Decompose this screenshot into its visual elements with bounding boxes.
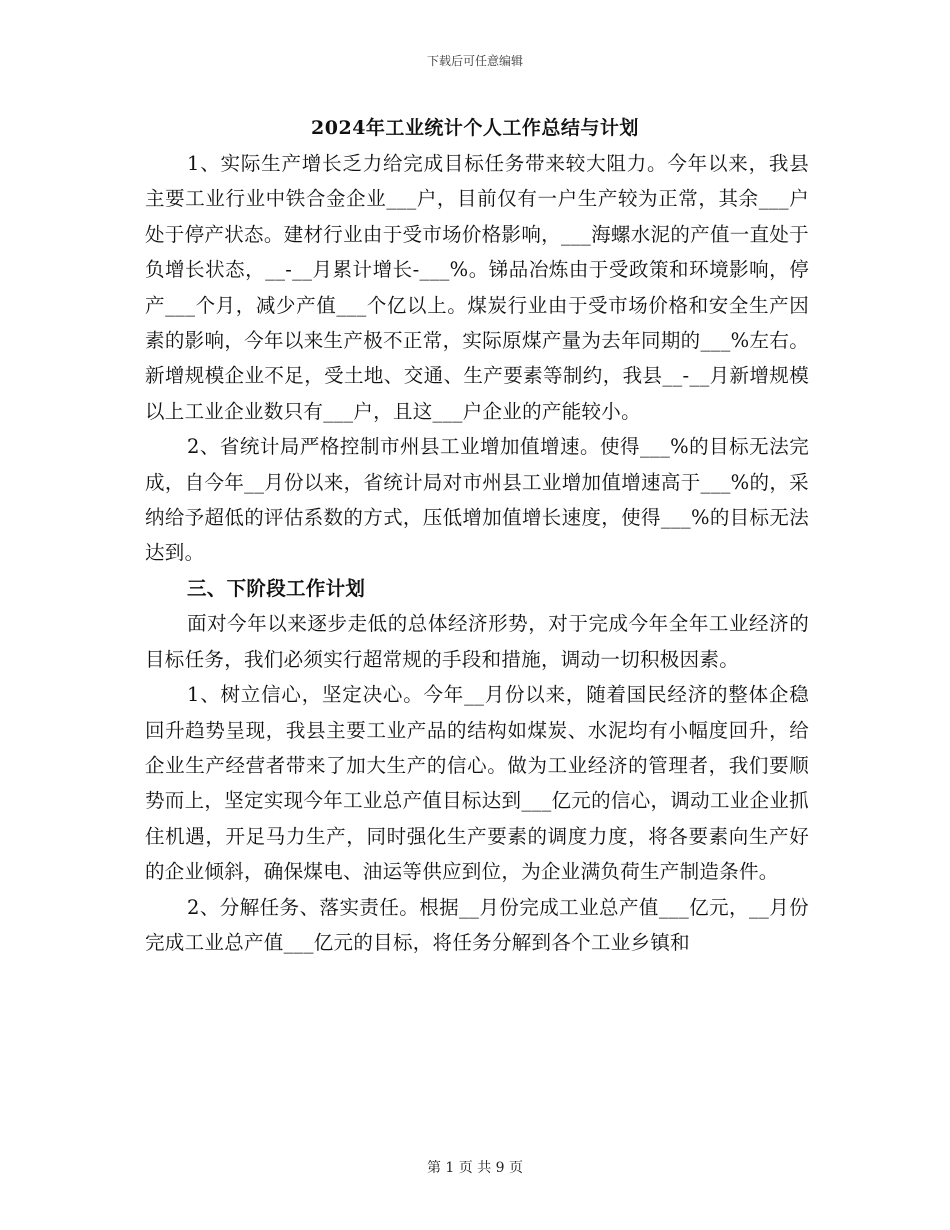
- paragraph-5: 2、分解任务、落实责任。根据__月份完成工业总产值___亿元，__月份完成工业总产值___亿元的目标，将任务分解到各个工业乡镇和: [145, 895, 809, 954]
- paragraph-3: 面对今年以来逐步走低的总体经济形势，对于完成今年全年工业经济的目标任务，我们必须实行超常规的手段和措施，调动一切积极因素。: [145, 612, 809, 671]
- page-footer-number: 第 1 页 共 9 页: [426, 1160, 524, 1176]
- paragraph-4: 1、树立信心，坚定决心。今年__月份以来，随着国民经济的整体企稳回升趋势呈现，我县主要工业产品的结构如煤炭、水泥均有小幅度回升，给企业生产经营者带来了加大生产的信心。做为工业经济的管理者，我们要顺势而上，坚定实现今年工业总产值目标达到___亿元的信心，调动工业企业抓住机遇，开足马力生产，同时强化生产要素的调度力度，将各要素向生产好的企业倾斜，确保煤电、油运等供应到位，为企业满负荷生产制造条件。: [145, 683, 809, 884]
- section-heading: 三、下阶段工作计划: [187, 576, 366, 600]
- paragraph-1: 1、实际生产增长乏力给完成目标任务带来较大阻力。今年以来，我县主要工业行业中铁合金企业___户，目前仅有一户生产较为正常，其余___户处于停产状态。建材行业由于受市场价格影响，___海螺水泥的产值一直处于负增长状态，__-__月累计增长-___%。锑品冶炼由于受政策和环境影响，停产___个月，减少产值___个亿以上。煤炭行业由于受市场价格和安全生产因素的影响，今年以来生产极不正常，实际原煤产量为去年同期的___%左右。新增规模企业不足，受土地、交通、生产要素等制约，我县__-__月新增规模以上工业企业数只有___户，且这___户企业的产能较小。: [145, 152, 809, 423]
- page-header-note: 下载后可任意编辑: [426, 54, 523, 68]
- document-body: [145, 146, 809, 960]
- document-title: 2024年工业统计个人工作总结与计划: [311, 117, 639, 139]
- paragraph-2: 2、省统计局严格控制市州县工业增加值增速。使得___%的目标无法完成，自今年__月份以来，省统计局对市州县工业增加值增速高于___%的，采纳给予超低的评估系数的方式，压低增加值增长速度，使得___%的目标无法达到。: [145, 435, 809, 565]
